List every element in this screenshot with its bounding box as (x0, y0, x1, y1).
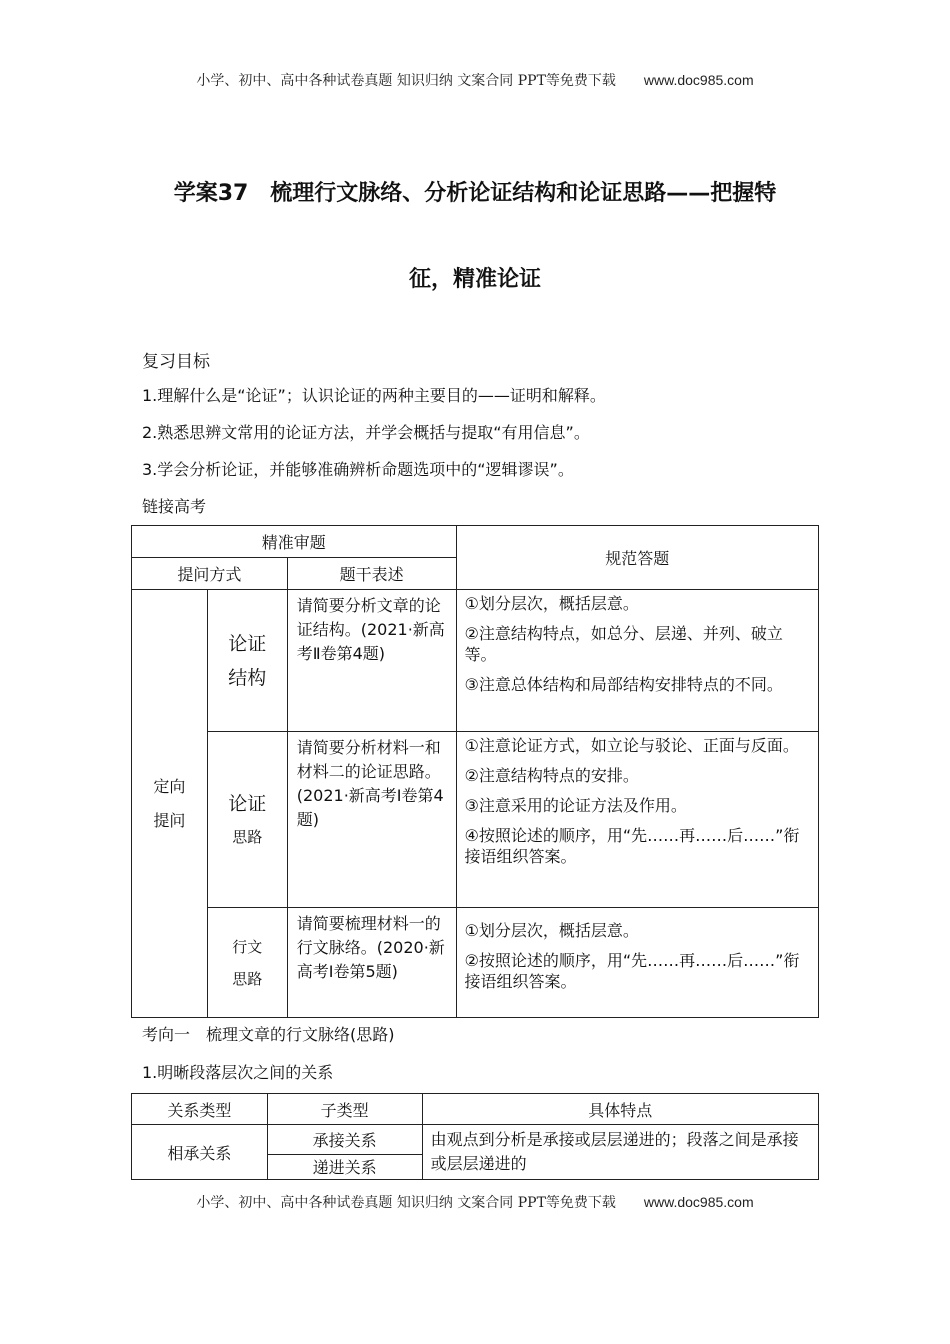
document-title-line2: 征，精准论证 (408, 267, 541, 292)
header-precise-review: 精准审题 (132, 526, 457, 558)
header-subtype: 子类型 (267, 1094, 422, 1125)
answers-argument-thinking (456, 732, 818, 908)
answer-item: ②注意结构特点的安排。 (464, 766, 639, 785)
answers-writing-thread (456, 908, 818, 1018)
subtype-sequential: 承接关系 (267, 1125, 422, 1155)
header-feature: 具体特点 (422, 1094, 818, 1125)
link-exam-heading: 链接高考 (142, 497, 207, 516)
type-argument-structure: 论证 结构 (207, 590, 287, 732)
type-argument-thinking (207, 732, 287, 908)
answer-item: ①划分层次，概括层意。 (464, 921, 639, 940)
relation-feature: 由观点到分析是承接或层层递进的；段落之间是承接或层层递进的 (422, 1125, 818, 1180)
header-standard-answer: 规范答题 (456, 526, 818, 590)
type-argument-thinking-a: 论证 (228, 792, 267, 815)
stem-writing-thread: 请简要梳理材料一的行文脉络。(2020·新高考Ⅰ卷第5题) (287, 908, 456, 1018)
group-directed-question: 定向 提问 (132, 590, 208, 1018)
answer-item: ①划分层次，概括层意。 (464, 594, 639, 613)
header-text: 小学、初中、高中各种试卷真题 知识归纳 文案合同 PPT等免费下载 (196, 73, 616, 89)
goal-item-2: 2.熟悉思辨文常用的论证方法，并学会概括与提取“有用信息”。 (142, 423, 590, 442)
answer-item: ①注意论证方式，如立论与驳论、正面与反面。 (464, 736, 799, 755)
goals-heading: 复习目标 (142, 352, 210, 372)
answer-item: ②按照论述的顺序，用“先……再……后……”衔接语组织答案。 (464, 951, 800, 991)
footer-text: 小学、初中、高中各种试卷真题 知识归纳 文案合同 PPT等免费下载 (196, 1195, 616, 1211)
answer-item: ④按照论述的顺序，用“先……再……后……”衔接语组织答案。 (464, 826, 800, 866)
answers-argument-structure (456, 590, 818, 732)
stem-argument-structure: 请简要分析文章的论证结构。(2021·新高考Ⅱ卷第4题) (287, 590, 456, 732)
header-relation-type: 关系类型 (132, 1094, 268, 1125)
relation-group: 相承关系 (132, 1125, 268, 1180)
footer-site[interactable]: www.doc985.com (643, 1194, 754, 1210)
relation-table (131, 1093, 819, 1180)
type-writing-thread: 行文 思路 (207, 908, 287, 1018)
answer-item: ③注意采用的论证方法及作用。 (464, 796, 687, 815)
page-footer (0, 1192, 950, 1212)
subtype-progressive: 递进关系 (267, 1154, 422, 1179)
document-title-line1: 学案37 梳理行文脉络、分析论证结构和论证思路——把握特 (173, 181, 777, 206)
goal-item-1: 1.理解什么是“论证”；认识论证的两种主要目的——证明和解释。 (142, 386, 606, 405)
subsection-heading: 1.明晰段落层次之间的关系 (142, 1063, 334, 1082)
header-site[interactable]: www.doc985.com (643, 72, 754, 88)
header-stem: 题干表述 (287, 558, 456, 590)
type-argument-thinking-b: 思路 (232, 827, 263, 846)
answer-item: ③注意总体结构和局部结构安排特点的不同。 (464, 675, 783, 694)
goal-item-3: 3.学会分析论证，并能够准确辨析命题选项中的“逻辑谬误”。 (142, 460, 574, 479)
stem-argument-thinking: 请简要分析材料一和材料二的论证思路。(2021·新高考Ⅰ卷第4题) (287, 732, 456, 908)
direction-heading: 考向一 梳理文章的行文脉络(思路) (142, 1025, 395, 1044)
page-header (0, 70, 950, 90)
header-question-mode: 提问方式 (132, 558, 288, 590)
answer-item: ②注意结构特点，如总分、层递、并列、破立等。 (464, 624, 783, 664)
question-answer-table (131, 525, 819, 1018)
